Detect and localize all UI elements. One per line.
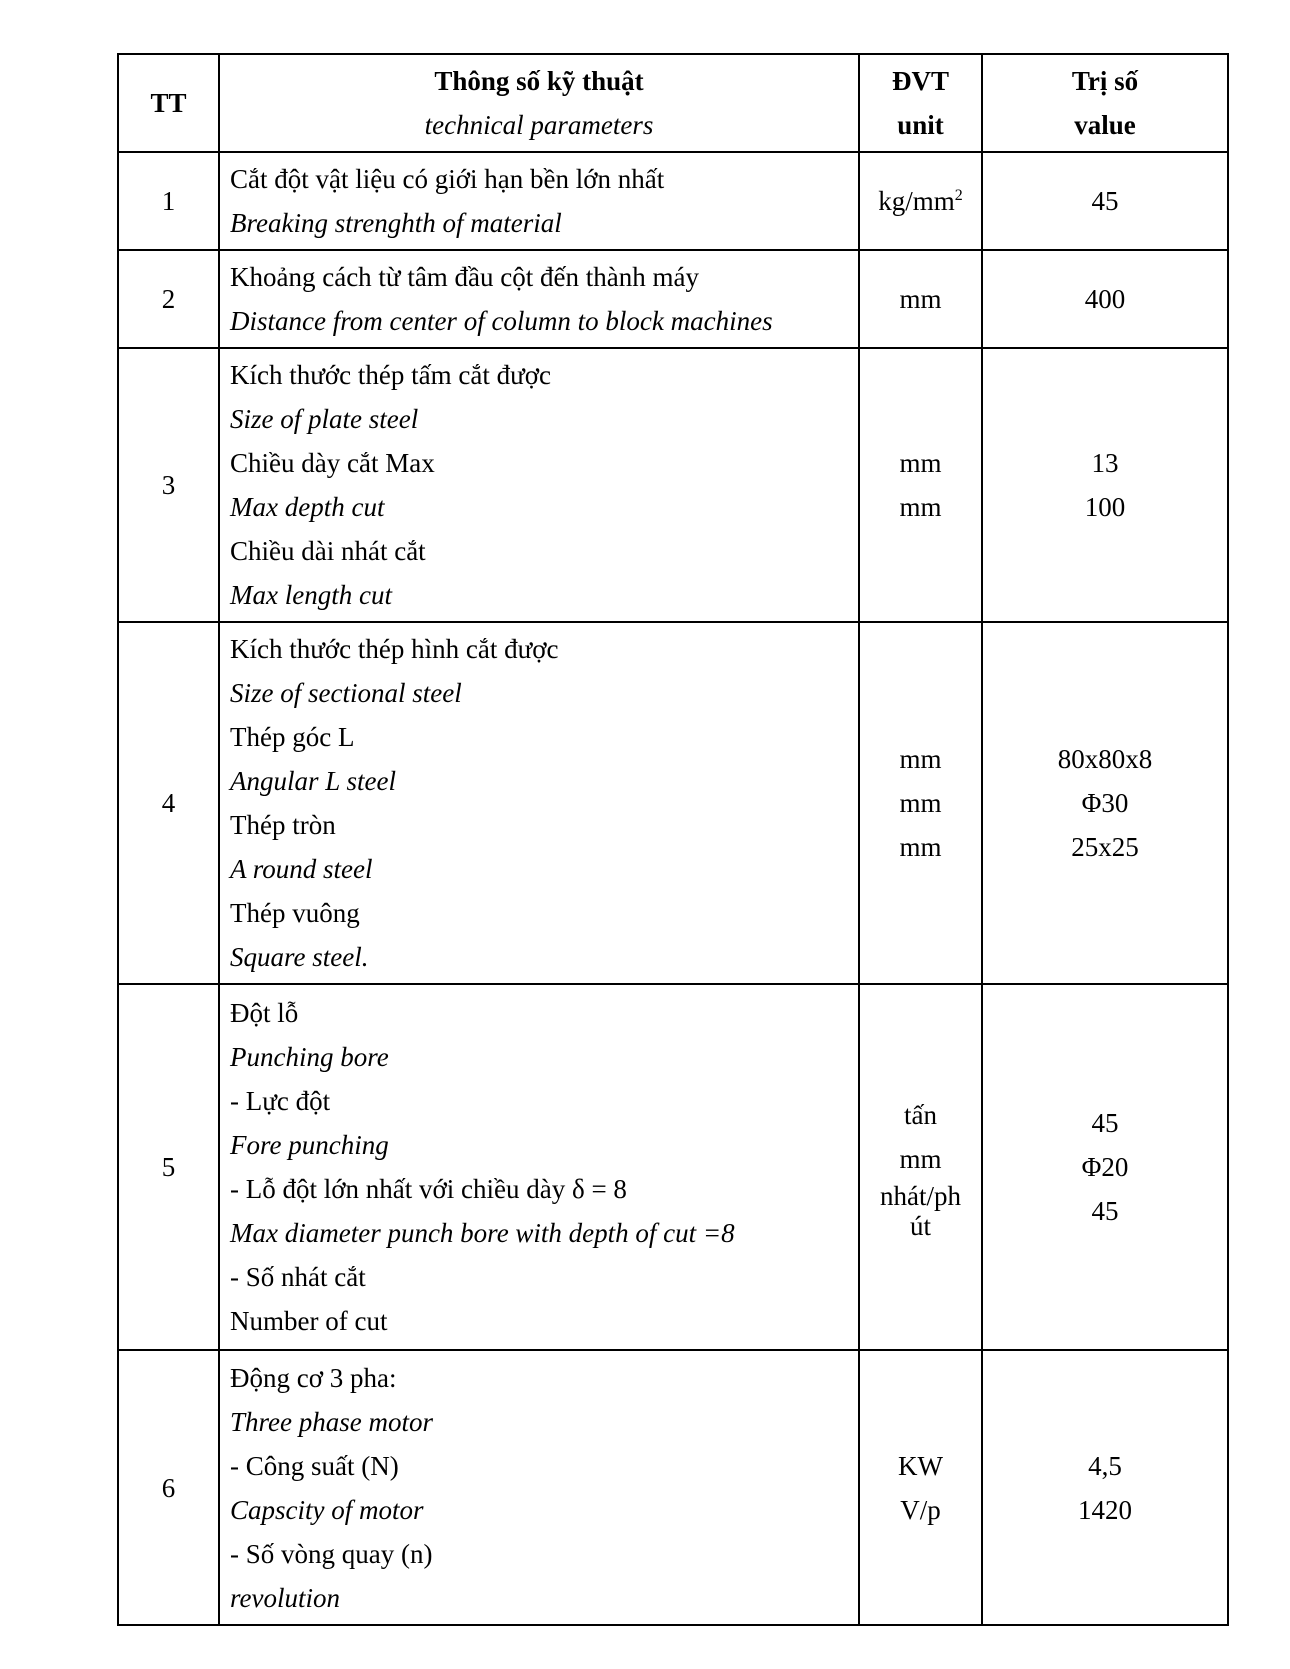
row-number: 1 xyxy=(118,152,219,250)
value-cell xyxy=(982,348,1228,622)
param-line: Max depth cut xyxy=(230,492,385,522)
value-cell xyxy=(982,250,1228,348)
row-number: 2 xyxy=(118,250,219,348)
param-line: Size of sectional steel xyxy=(230,678,462,708)
header-value xyxy=(982,54,1228,152)
param-line: Kích thước thép tấm cắt được xyxy=(230,360,551,390)
value-line: 400 xyxy=(1084,284,1126,314)
unit-line: V/p xyxy=(900,1494,941,1525)
table-row xyxy=(118,348,1228,622)
unit-line: KW xyxy=(898,1450,943,1481)
unit-line: $kg/mm^2$ xyxy=(878,186,963,216)
param-line: Thép tròn xyxy=(230,810,336,840)
unit-line: út xyxy=(909,1211,931,1241)
unit-line: mm xyxy=(899,492,942,522)
unit-cell xyxy=(859,984,982,1350)
unit-line: mm xyxy=(899,832,942,862)
param-cell xyxy=(219,348,859,622)
row-number: 4 xyxy=(118,622,219,984)
value-line: 25x25 xyxy=(1071,832,1139,862)
param-line: - Lực đột xyxy=(230,1086,331,1116)
param-cell xyxy=(219,622,859,984)
table-row xyxy=(118,1350,1228,1625)
header-value-en: value xyxy=(1074,110,1136,140)
param-line: Number of cut xyxy=(230,1306,388,1336)
param-line: Cắt đột vật liệu có giới hạn bền lớn nhất xyxy=(230,164,665,194)
param-line: - Số vòng quay (n) xyxy=(230,1538,433,1569)
param-cell xyxy=(219,1350,859,1625)
param-line: Punching bore xyxy=(230,1042,389,1072)
technical-spec-table xyxy=(117,53,1229,1626)
unit-line: tấn xyxy=(904,1100,937,1130)
table-row xyxy=(118,250,1228,348)
value-line: 45 xyxy=(1091,1196,1119,1226)
param-line: Max diameter punch bore with depth of cut =8 xyxy=(230,1218,735,1248)
header-tt: TT xyxy=(118,54,219,152)
unit-superscript: 2 xyxy=(954,187,963,204)
param-cell xyxy=(219,984,859,1350)
unit-cell xyxy=(859,152,982,250)
value-line: 80x80x8 xyxy=(1057,744,1153,774)
unit-line: mm xyxy=(899,284,942,314)
value-line: Φ30 xyxy=(1081,788,1129,818)
param-line: - Lỗ đột lớn nhất với chiều dày δ = 8 xyxy=(230,1174,627,1204)
unit-cell xyxy=(859,250,982,348)
value-cell xyxy=(982,152,1228,250)
param-line: Angular L steel xyxy=(230,766,397,796)
param-cell xyxy=(219,152,859,250)
value-cell xyxy=(982,984,1228,1350)
value-line: 4,5 xyxy=(1088,1450,1122,1481)
param-line: Chiều dày cắt Max xyxy=(230,448,435,478)
header-param xyxy=(219,54,859,152)
header-param-vi: Thông số kỹ thuật xyxy=(434,66,644,96)
value-line: 45 xyxy=(1091,1108,1119,1138)
param-line: revolution xyxy=(230,1582,340,1613)
header-unit-en: unit xyxy=(897,110,944,140)
unit-cell xyxy=(859,348,982,622)
table-row xyxy=(118,152,1228,250)
param-line: A round steel xyxy=(230,854,373,884)
param-line: Khoảng cách từ tâm đầu cột đến thành máy xyxy=(230,262,699,292)
row-number: 5 xyxy=(118,984,219,1350)
param-line: Three phase motor xyxy=(230,1406,433,1437)
unit-cell xyxy=(859,622,982,984)
value-line: 45 xyxy=(1091,186,1119,216)
header-param-en: technical parameters xyxy=(424,110,654,140)
unit-line: nhát/ph xyxy=(880,1181,961,1211)
unit-line: mm xyxy=(899,788,942,818)
unit-line: mm xyxy=(899,1144,942,1174)
param-line: Thép vuông xyxy=(230,898,360,928)
unit-line: mm xyxy=(899,448,942,478)
param-line: Square steel. xyxy=(230,942,369,972)
header-unit xyxy=(859,54,982,152)
value-line: Φ20 xyxy=(1081,1152,1129,1182)
value-line: 1420 xyxy=(1078,1494,1132,1525)
param-line: Distance from center of column to block machines xyxy=(230,306,773,336)
row-number: 3 xyxy=(118,348,219,622)
row-number: 6 xyxy=(118,1350,219,1625)
value-line: 100 xyxy=(1084,492,1126,522)
param-line: Size of plate steel xyxy=(230,404,419,434)
param-line: Chiều dài nhát cắt xyxy=(230,536,426,566)
param-line: Động cơ 3 pha: xyxy=(230,1362,397,1393)
param-line: - Số nhát cắt xyxy=(230,1262,366,1292)
param-line: Thép góc L xyxy=(230,722,355,752)
table-row xyxy=(118,622,1228,984)
param-line: Breaking strenghth of material xyxy=(230,208,562,238)
header-unit-vi: ĐVT xyxy=(891,66,949,96)
param-line: - Công suất (N) xyxy=(230,1450,399,1481)
table-header xyxy=(118,54,1228,152)
unit-line: mm xyxy=(899,744,942,774)
param-line: Capscity of motor xyxy=(230,1494,424,1525)
value-cell xyxy=(982,1350,1228,1625)
param-line: Fore punching xyxy=(230,1130,389,1160)
param-cell xyxy=(219,250,859,348)
value-line: 13 xyxy=(1091,448,1119,478)
param-line: Max length cut xyxy=(230,580,392,610)
table-row xyxy=(118,984,1228,1350)
param-line: Đột lỗ xyxy=(230,998,299,1028)
header-value-vi: Trị số xyxy=(1071,66,1139,96)
unit-cell xyxy=(859,1350,982,1625)
param-line: Kích thước thép hình cắt được xyxy=(230,634,559,664)
value-cell xyxy=(982,622,1228,984)
